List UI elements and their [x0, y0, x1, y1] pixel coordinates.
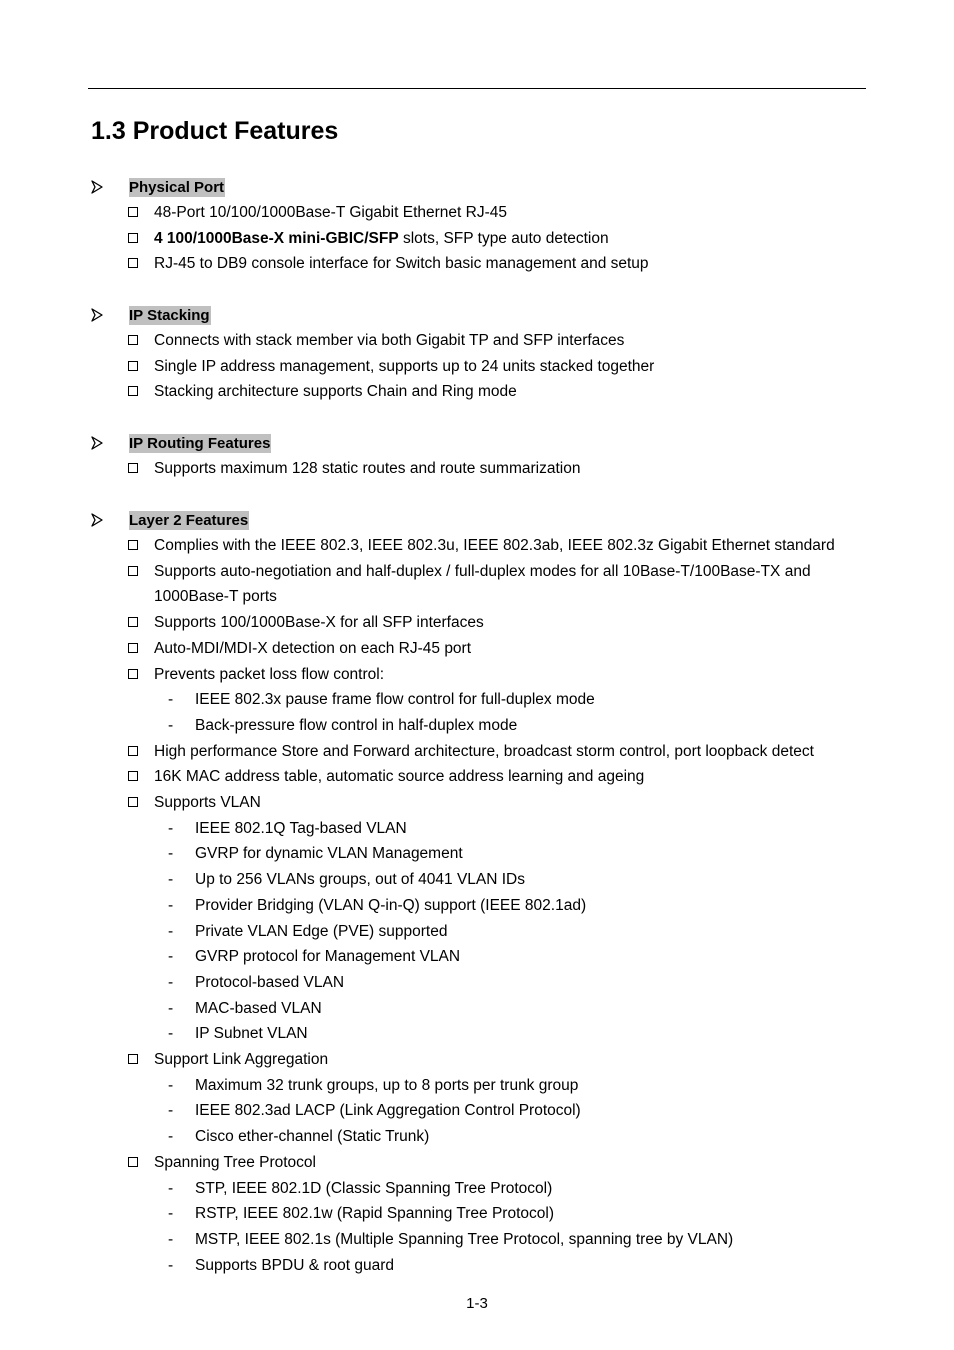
sub-feature-text: RSTP, IEEE 802.1w (Rapid Spanning Tree Protocol): [195, 1205, 554, 1223]
dash-bullet-icon: -: [168, 716, 174, 734]
dash-bullet-icon: -: [168, 1179, 174, 1197]
checkbox-bullet-icon: [128, 540, 138, 550]
feature-text-body: Support Link Aggregation: [154, 1051, 329, 1069]
feature-text-body: Supports maximum 128 static routes and route summarization: [154, 460, 581, 477]
checkbox-bullet-icon: [128, 771, 138, 781]
feature-item: [0, 739, 954, 765]
checkbox-bullet-icon: [128, 617, 138, 627]
sub-feature-item: [0, 816, 954, 842]
dash-bullet-icon: -: [168, 1205, 174, 1223]
dash-bullet-icon: -: [168, 871, 174, 889]
feature-text: [154, 354, 864, 380]
feature-text: [154, 328, 864, 354]
feature-text: [154, 251, 864, 277]
feature-text: [154, 559, 864, 610]
sub-feature-item: [0, 841, 954, 867]
feature-text: [154, 662, 864, 688]
sub-feature-text: Private VLAN Edge (PVE) supported: [195, 922, 448, 940]
sub-feature-item: [0, 1227, 954, 1253]
checkbox-bullet-icon: [128, 258, 138, 268]
sub-feature-item: [0, 919, 954, 945]
feature-text: [154, 1150, 864, 1176]
feature-item: [0, 226, 954, 252]
sub-feature-item: [0, 996, 954, 1022]
dash-bullet-icon: -: [168, 922, 174, 940]
feature-text: [154, 379, 864, 405]
dash-bullet-icon: -: [168, 1102, 174, 1120]
arrow-bullet-icon: [91, 513, 103, 527]
feature-text: [154, 1047, 864, 1073]
sub-feature-text: Back-pressure flow control in half-duplex mode: [195, 716, 518, 734]
feature-text-body: Supports 100/1000Base-X for all SFP interfaces: [154, 614, 484, 632]
feature-text-body: Auto-MDI/MDI-X detection on each RJ-45 port: [154, 639, 472, 657]
dash-bullet-icon: -: [168, 845, 174, 863]
page-title: 1.3 Product Features: [91, 117, 339, 145]
sub-feature-text: IP Subnet VLAN: [195, 1025, 308, 1043]
dash-bullet-icon: -: [168, 896, 174, 914]
feature-item: [0, 610, 954, 636]
feature-text-body: Complies with the IEEE 802.3, IEEE 802.3u, IEEE 802.3ab, IEEE 802.3z Gigabit Ethernet standard: [154, 537, 835, 554]
dash-bullet-icon: -: [168, 999, 174, 1017]
sub-feature-text: IEEE 802.3x pause frame flow control for full-duplex mode: [195, 691, 595, 709]
feature-text: [154, 764, 864, 790]
section-label-ip-routing-features: IP Routing Features: [129, 435, 271, 452]
sub-feature-item: [0, 1124, 954, 1150]
feature-item: [0, 200, 954, 226]
dash-bullet-icon: -: [168, 948, 174, 966]
section-heading: [0, 178, 954, 200]
dash-bullet-icon: -: [168, 973, 174, 991]
feature-item: [0, 790, 954, 816]
feature-list: [0, 328, 954, 405]
feature-text: [154, 533, 864, 559]
checkbox-bullet-icon: [128, 566, 138, 576]
feature-item: [0, 456, 954, 482]
checkbox-bullet-icon: [128, 643, 138, 653]
checkbox-bullet-icon: [128, 335, 138, 345]
feature-list: [0, 456, 954, 482]
sub-feature-text: Supports BPDU & root guard: [195, 1256, 395, 1274]
feature-text-body: slots, SFP type auto detection: [398, 229, 609, 247]
sub-feature-item: [0, 1021, 954, 1047]
feature-item: [0, 764, 954, 790]
feature-text-body: 16K MAC address table, automatic source address learning and ageing: [154, 768, 645, 786]
feature-text-body: Prevents packet loss flow control:: [154, 665, 385, 683]
section-heading: [0, 511, 954, 533]
sub-feature-item: [0, 1201, 954, 1227]
feature-text-bold: 4 100/1000Base-X mini-GBIC/SFP: [154, 229, 399, 247]
sub-feature-item: [0, 944, 954, 970]
checkbox-bullet-icon: [128, 746, 138, 756]
dash-bullet-icon: -: [168, 1025, 174, 1043]
feature-item: [0, 1047, 954, 1073]
sub-feature-text: Provider Bridging (VLAN Q-in-Q) support (IEEE 802.1ad): [195, 896, 587, 914]
sub-feature-text: GVRP protocol for Management VLAN: [195, 948, 461, 966]
sub-feature-item: [0, 1253, 954, 1279]
sub-feature-text: Cisco ether-channel (Static Trunk): [195, 1128, 430, 1146]
arrow-bullet-icon: [91, 308, 103, 322]
feature-text: [154, 610, 864, 636]
sub-feature-text: IEEE 802.3ad LACP (Link Aggregation Control Protocol): [195, 1102, 581, 1120]
feature-text-body: Single IP address management, supports up to 24 units stacked together: [154, 357, 655, 375]
sub-feature-text: STP, IEEE 802.1D (Classic Spanning Tree Protocol): [195, 1179, 553, 1197]
dash-bullet-icon: -: [168, 819, 174, 837]
sub-feature-text: Maximum 32 trunk groups, up to 8 ports per trunk group: [195, 1076, 579, 1094]
sub-feature-item: [0, 867, 954, 893]
checkbox-bullet-icon: [128, 233, 138, 243]
sub-feature-text: Up to 256 VLANs groups, out of 4041 VLAN IDs: [195, 871, 525, 889]
dash-bullet-icon: -: [168, 691, 174, 709]
section-label-layer-2-features: Layer 2 Features: [129, 512, 249, 529]
dash-bullet-icon: -: [168, 1076, 174, 1094]
sub-feature-item: [0, 713, 954, 739]
feature-item: [0, 1150, 954, 1176]
feature-item: [0, 533, 954, 559]
section-heading: [0, 434, 954, 456]
feature-text: [154, 636, 864, 662]
dash-bullet-icon: -: [168, 1230, 174, 1248]
sub-feature-item: [0, 1098, 954, 1124]
sub-feature-item: [0, 970, 954, 996]
feature-text-body: Stacking architecture supports Chain and Ring mode: [154, 383, 517, 401]
checkbox-bullet-icon: [128, 1054, 138, 1064]
dash-bullet-icon: -: [168, 1256, 174, 1274]
feature-text-body: Supports auto-negotiation and half-duplex / full-duplex modes for all 10Base-T/100Base-TX and 1000Base-T ports: [154, 562, 811, 606]
feature-item: [0, 251, 954, 277]
section-heading: [0, 306, 954, 328]
sub-feature-text: MSTP, IEEE 802.1s (Multiple Spanning Tree Protocol, spanning tree by VLAN): [195, 1230, 734, 1248]
section-label-ip-stacking: IP Stacking: [129, 307, 210, 324]
feature-text: [154, 739, 864, 765]
feature-item: [0, 559, 954, 610]
feature-text: [154, 200, 864, 226]
feature-text-body: Supports VLAN: [154, 794, 261, 812]
feature-text: [154, 226, 864, 252]
section-label-physical-port: Physical Port: [129, 179, 225, 196]
feature-text-body: 48-Port 10/100/1000Base-T Gigabit Ethernet RJ-45: [154, 204, 507, 221]
feature-text: [154, 456, 864, 482]
sub-feature-text: IEEE 802.1Q Tag-based VLAN: [195, 819, 407, 837]
feature-text-body: High performance Store and Forward architecture, broadcast storm control, port loopback detect: [154, 742, 814, 760]
header-rule: [88, 88, 866, 89]
checkbox-bullet-icon: [128, 1157, 138, 1167]
feature-item: [0, 379, 954, 405]
checkbox-bullet-icon: [128, 669, 138, 679]
feature-item: [0, 354, 954, 380]
checkbox-bullet-icon: [128, 361, 138, 371]
sub-feature-item: [0, 687, 954, 713]
sub-feature-text: Protocol-based VLAN: [195, 973, 345, 991]
sub-feature-text: GVRP for dynamic VLAN Management: [195, 845, 463, 863]
feature-text: [154, 790, 864, 816]
feature-text-body: Spanning Tree Protocol: [154, 1153, 316, 1171]
feature-text-body: RJ-45 to DB9 console interface for Switch basic management and setup: [154, 255, 649, 273]
checkbox-bullet-icon: [128, 386, 138, 396]
sub-feature-item: [0, 1073, 954, 1099]
feature-item: [0, 328, 954, 354]
arrow-bullet-icon: [91, 180, 103, 194]
checkbox-bullet-icon: [128, 463, 138, 473]
sub-feature-text: MAC-based VLAN: [195, 999, 322, 1017]
feature-list: [0, 200, 954, 277]
sub-feature-item: [0, 893, 954, 919]
feature-item: [0, 662, 954, 688]
checkbox-bullet-icon: [128, 797, 138, 807]
page-number: 1-3: [466, 1295, 488, 1312]
dash-bullet-icon: -: [168, 1128, 174, 1146]
feature-text-body: Connects with stack member via both Gigabit TP and SFP interfaces: [154, 332, 625, 349]
feature-list: [0, 533, 954, 1278]
checkbox-bullet-icon: [128, 207, 138, 217]
sub-feature-item: [0, 1176, 954, 1202]
feature-item: [0, 636, 954, 662]
arrow-bullet-icon: [91, 436, 103, 450]
